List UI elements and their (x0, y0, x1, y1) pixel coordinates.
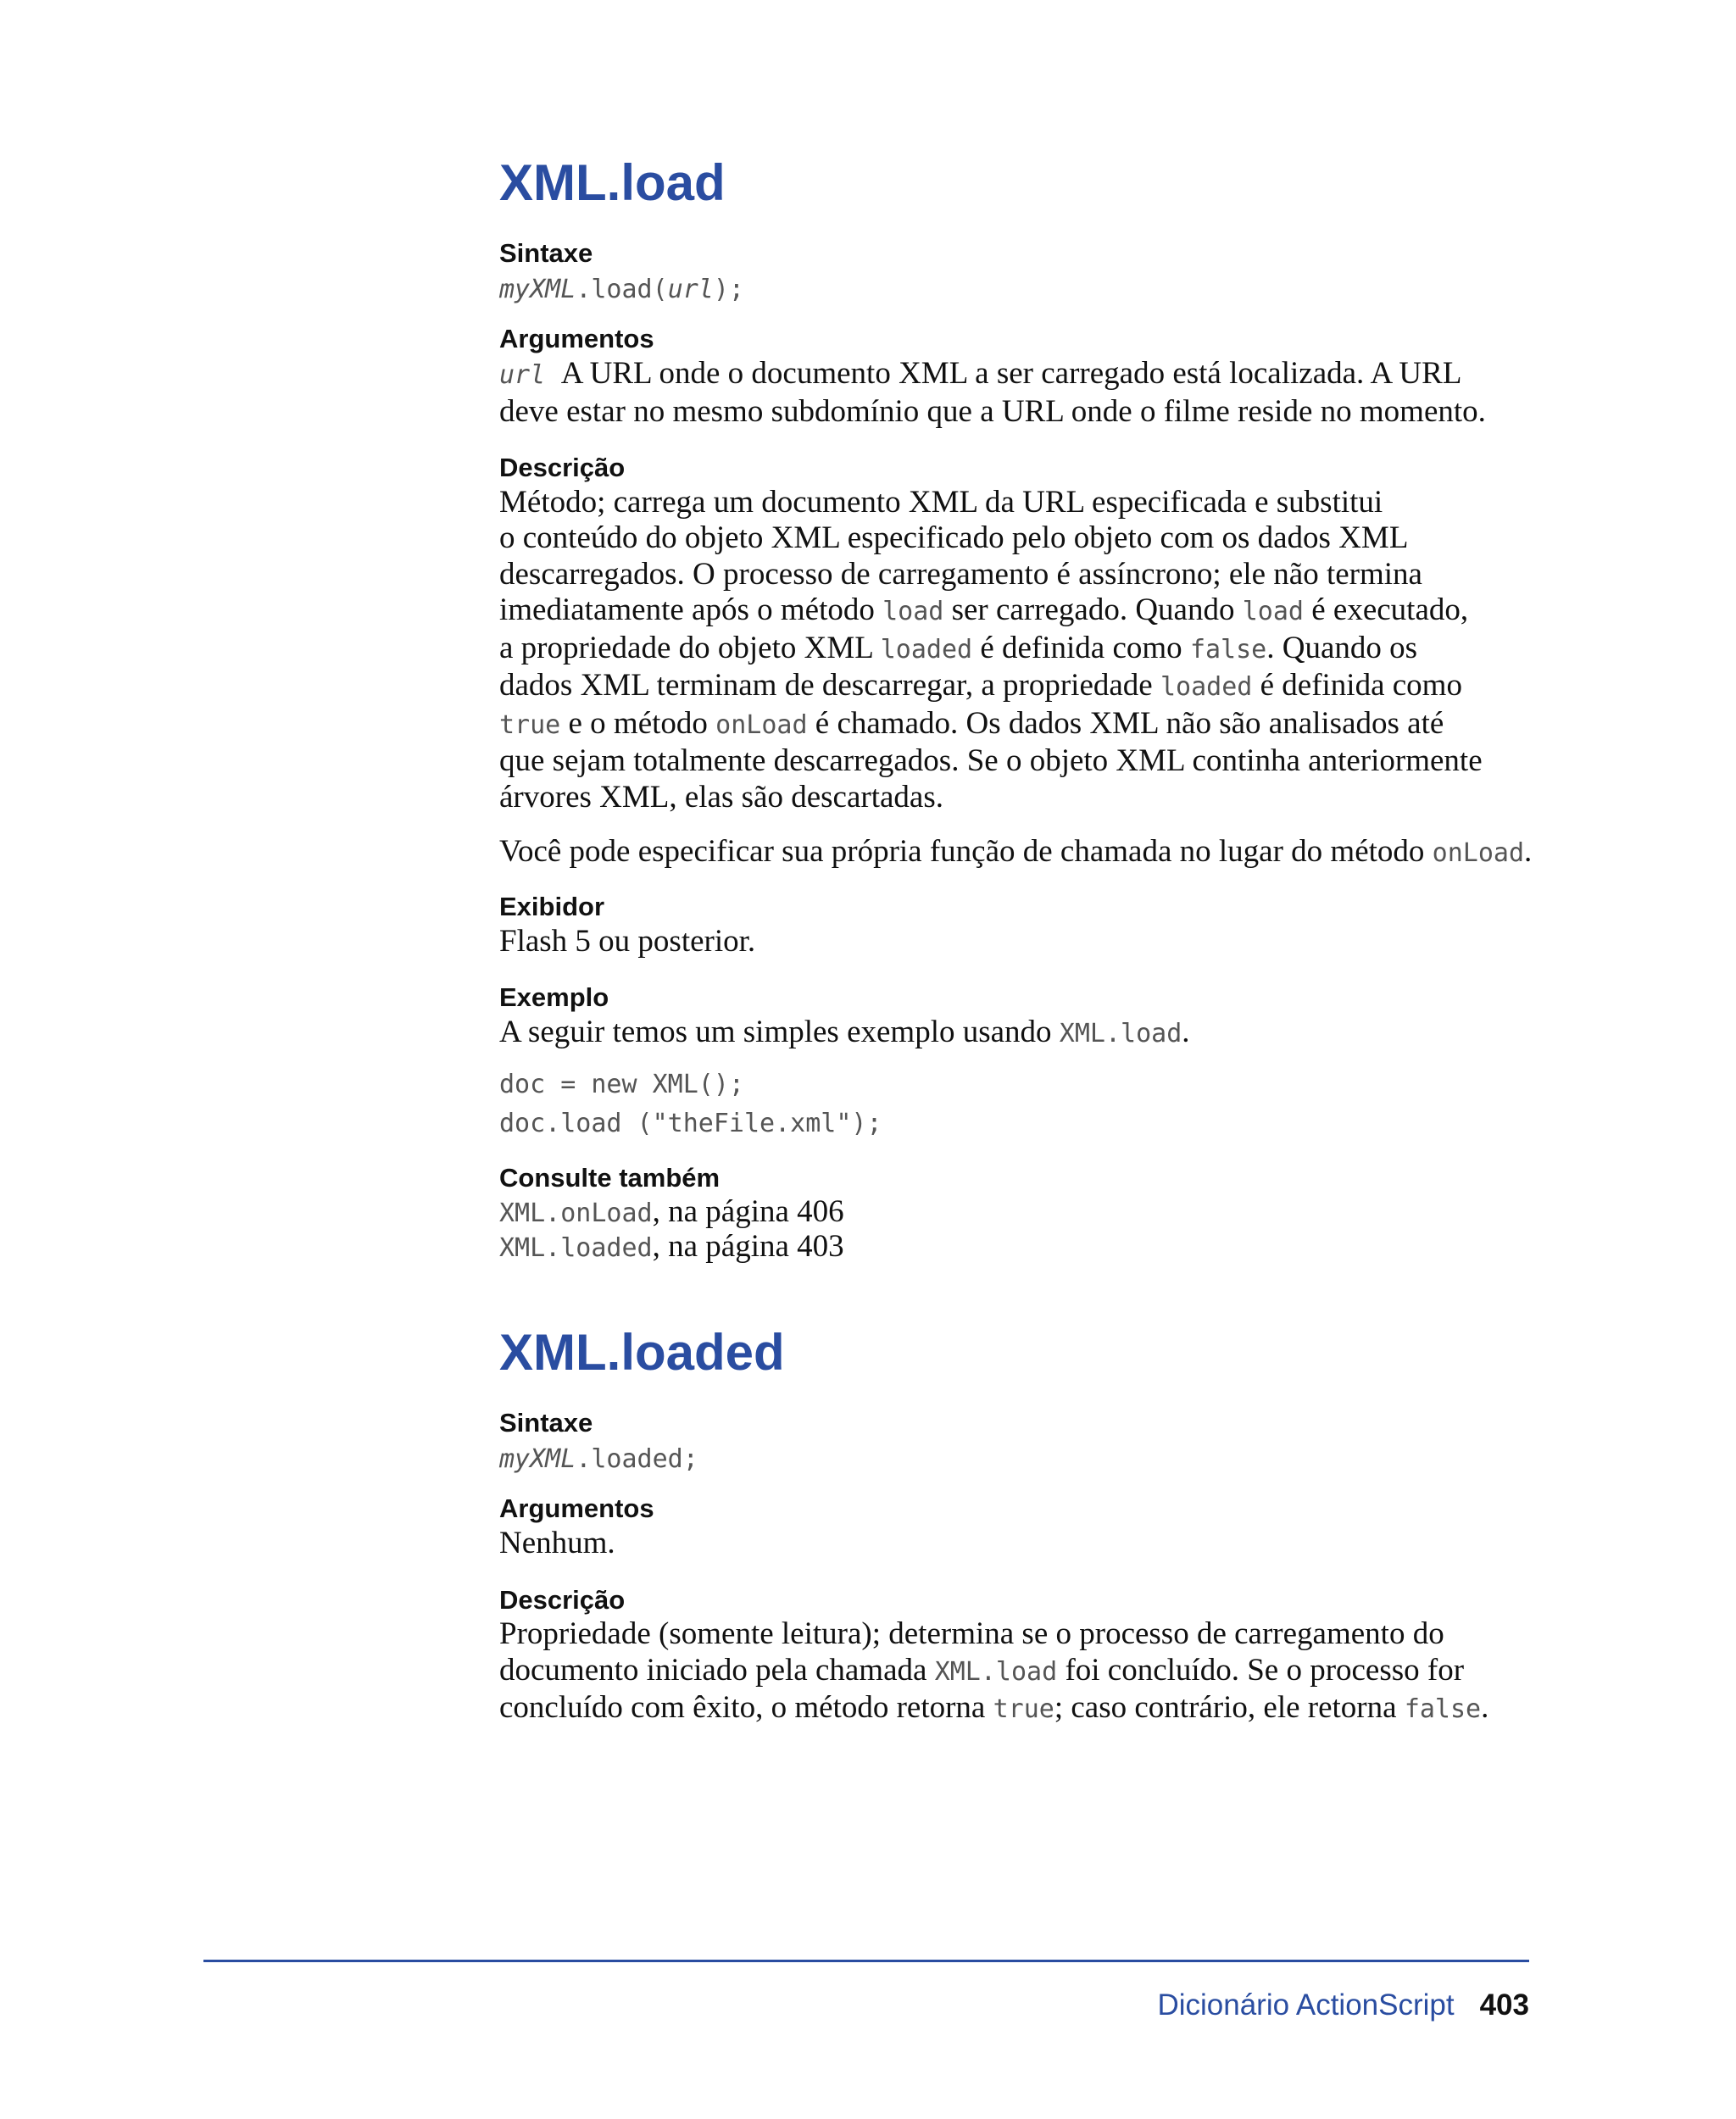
syntax-object: myXML (499, 274, 576, 304)
desc-text: é definida como (1252, 668, 1462, 704)
desc-paragraph (499, 1616, 1542, 1728)
example-text-part: A seguir temos um simples exemplo usando (499, 1014, 1060, 1049)
syntax-heading: Sintaxe (499, 238, 593, 268)
desc-text: é definida como (972, 630, 1190, 665)
example-text (499, 1015, 1542, 1053)
desc-text: Você pode especificar sua própria função de chamada no lugar do método (499, 834, 1433, 870)
syntax-line (499, 270, 1542, 309)
see-also-page: , na página 406 (652, 1194, 844, 1229)
code-inline: false (1404, 1694, 1482, 1725)
args-heading: Argumentos (499, 324, 654, 354)
footer-book-title: Dicionário ActionScript (1157, 1988, 1455, 2022)
code-inline: true (499, 709, 561, 740)
see-also-link[interactable]: XML.loaded (499, 1233, 653, 1263)
desc-line: o conteúdo do objeto XML especificado pelo objeto com os dados XML (499, 520, 1409, 556)
example-text-part: . (1182, 1014, 1190, 1049)
desc-text: ser carregado. Quando (943, 592, 1243, 628)
desc-text: . (1524, 834, 1533, 870)
code-inline: onLoad (715, 709, 808, 740)
syntax-end: ); (713, 274, 744, 304)
arg-text-1: A URL onde o documento XML a ser carregado está localizada. A URL (560, 356, 1462, 391)
desc-line: Propriedade (somente leitura); determina se o processo de carregamento do (499, 1616, 1444, 1652)
desc-line: descarregados. O processo de carregamento é assíncrono; ele não termina (499, 556, 1422, 592)
desc-text: . (1481, 1690, 1489, 1726)
code-inline: loaded (1160, 672, 1253, 703)
code-inline: false (1189, 634, 1267, 665)
syntax-method: .loaded; (576, 1443, 698, 1474)
desc-text: dados XML terminam de descarregar, a propriedade (499, 668, 1160, 704)
desc-paragraph-2 (499, 834, 1542, 872)
player-heading: Exibidor (499, 891, 605, 921)
player-text: Flash 5 ou posterior. (499, 923, 756, 959)
desc-text: a propriedade do objeto XML (499, 630, 881, 665)
example-heading: Exemplo (499, 982, 609, 1012)
footer-divider (203, 1960, 1529, 1962)
code-inline: load (1242, 597, 1304, 627)
desc-paragraph (499, 485, 1542, 816)
page-footer (1157, 1988, 1529, 2022)
desc-text: e o método (560, 705, 716, 741)
desc-text: documento iniciado pela chamada (499, 1652, 935, 1688)
desc-text: é executado, (1303, 592, 1469, 628)
page-content (499, 153, 1542, 1728)
see-also-page: , na página 403 (652, 1229, 844, 1264)
see-also-heading: Consulte também (499, 1163, 721, 1193)
desc-text: é chamado. Os dados XML não são analisados até (807, 705, 1444, 741)
code-inline: true (993, 1694, 1054, 1725)
code-line: doc = new XML(); (499, 1070, 744, 1100)
syntax-arg: url (667, 274, 714, 304)
code-inline: XML.load (934, 1656, 1058, 1687)
arg-text-2: deve estar no mesmo subdomínio que a URL onde o filme reside no momento. (499, 393, 1486, 429)
desc-line: Método; carrega um documento XML da URL especificada e substitui (499, 484, 1383, 520)
desc-text: concluído com êxito, o método retorna (499, 1690, 993, 1726)
code-line: doc.load ("theFile.xml"); (499, 1109, 882, 1139)
desc-heading: Descrição (499, 1584, 626, 1615)
page-number: 403 (1479, 1988, 1529, 2022)
desc-text: foi concluído. Se o processo for (1057, 1652, 1465, 1688)
entry-title-xml-loaded: XML.loaded (499, 1324, 785, 1381)
code-inline: XML.load (1059, 1018, 1182, 1048)
desc-line: árvores XML, elas são descartadas. (499, 779, 943, 815)
see-also-list (499, 1195, 1542, 1265)
see-also-link[interactable]: XML.onLoad (499, 1199, 653, 1228)
desc-line: que sejam totalmente descarregados. Se o objeto XML continha anteriormente (499, 743, 1483, 779)
code-block (499, 1065, 1542, 1143)
syntax-object: myXML (499, 1443, 576, 1474)
entry-title-xml-load: XML.load (499, 154, 726, 211)
desc-text: ; caso contrário, ele retorna (1054, 1690, 1405, 1726)
args-heading: Argumentos (499, 1493, 654, 1524)
desc-heading: Descrição (499, 453, 626, 482)
syntax-line (499, 1440, 1542, 1478)
desc-text: imediatamente após o método (499, 592, 883, 628)
syntax-heading: Sintaxe (499, 1408, 593, 1438)
desc-text: . Quando os (1266, 630, 1418, 665)
code-inline: loaded (880, 634, 973, 665)
args-text: Nenhum. (499, 1526, 615, 1560)
code-inline: onLoad (1432, 838, 1525, 869)
args-text (499, 356, 1542, 430)
code-inline: load (882, 597, 944, 627)
arg-name: url (499, 360, 546, 390)
syntax-method: .load( (576, 274, 668, 304)
